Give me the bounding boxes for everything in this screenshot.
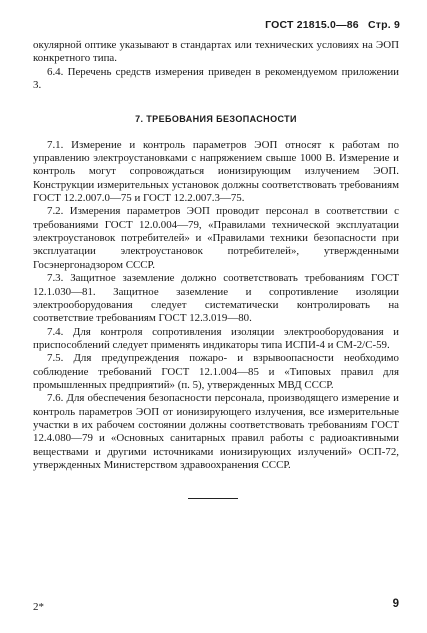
page-number: 9 (392, 598, 399, 610)
end-rule (188, 498, 238, 499)
paragraph-7-1: 7.1. Измерение и контроль параметров ЭОП относят к работам по управлению электроустановками с напряжением свыше 1000 В. Измерение и контроль могут сопровождаться ионизирующим излучением ЭОП. Конструкции измерительных установок должны соответствовать требованиям ГОСТ 12.2.007.0—75 и ГОСТ 12.2.007.3—75. (33, 138, 399, 205)
standard-number: ГОСТ 21815.0—86 (265, 19, 359, 31)
paragraph-6-4: 6.4. Перечень средств измерения приведен в рекомендуемом приложении 3. (33, 65, 399, 92)
signature-mark: 2* (33, 601, 44, 613)
paragraph-7-4: 7.4. Для контроля сопротивления изоляции электрооборудования и приспособлений следует применять индикаторы типа ИСПИ-4 и СМ-2/С-59. (33, 325, 399, 351)
paragraph-7-2: 7.2. Измерения параметров ЭОП проводит персонал в соответствии с требованиями ГОСТ 12.0.004—79, «Правилами технической эксплуатации электроустановок потребителей» и «Правилами техники безопасности при эксплуатации электроустановок потребителей», утвержденными Госэнергонадзором СССР. (33, 205, 399, 271)
paragraph-7-6: 7.6. Для обеспечения безопасности персонала, производящего измерение и контроль параметров ЭОП от ионизирующего излучения, все измерительные участки в их рабочем состоянии должны соответствовать требованиям ГОСТ 12.4.080—79 и «Основных санитарных правил работы с радиоактивными веществами и другими источниками ионизирующих излучений» ОСП-72, утвержденных Министерством здравоохранения СССР. (33, 392, 399, 471)
paragraph-7-5: 7.5. Для предупреждения пожаро- и взрывоопасности необходимо соблюдение требований ГОСТ 12.1.004—85 и «Типовых правил для промышленных предприятий» (п. 5), утвержденных МВД СССР. (33, 352, 399, 391)
paragraph-7-3: 7.3. Защитное заземление должно соответствовать требованиям ГОСТ 12.1.030—81. Защитное заземление и сопротивление изоляции электрооборудования следует систематически контролировать на соответствие требованиям ГОСТ 12.3.019—80. (33, 272, 399, 325)
running-header (259, 19, 400, 31)
section-title: 7. ТРЕБОВАНИЯ БЕЗОПАСНОСТИ (135, 114, 297, 125)
page-label: Стр. 9 (367, 19, 400, 31)
paragraph-continuation: окулярной оптике указывают в стандартах или технических условиях на ЭОП конкретного типа. (33, 39, 399, 65)
page-body (33, 39, 399, 472)
